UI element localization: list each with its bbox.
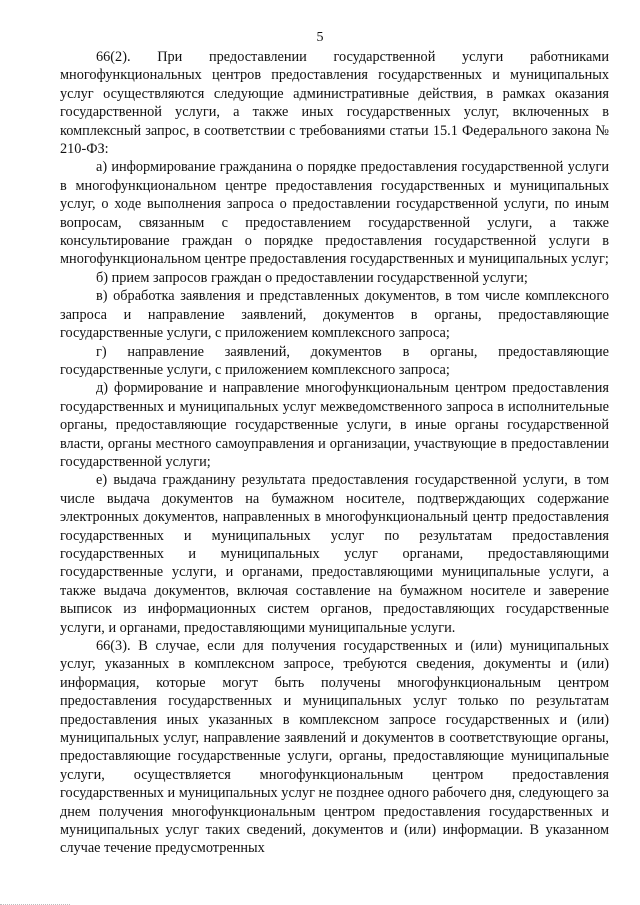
list-item-b: б) прием запросов граждан о предоставлении государственной услуги;	[96, 269, 528, 286]
list-item-d: д) формирование и направление многофункциональным центром предоставления государственных и муниципальных услуг межведомственного запроса в исполнительные органы, предоставляющие государственные услуги, в иные органы государственной власти, органы местного самоуправления и организации, участвующие в предоставлении государственной услуги;	[60, 380, 609, 470]
list-item-e: е) выдача гражданину результата предоставления государственной услуги, в том числе выдача документов на бумажном носителе, подтверждающих содержание электронных документов, направленных в многофункциональный центр предоставления государственных и муниципальных услуг по результатам предоставления государственных и муниципальных услуг органами, предоставляющими государственные услуги, и органами, предоставляющими муниципальные услуги, а также выдача документов, включая составление на бумажном носителе и заверение выписок из информационных систем органов, предоставляющих государственные услуги, и органами, предоставляющими муниципальные услуги.	[60, 472, 609, 636]
scan-edge-marks	[0, 898, 70, 905]
paragraph-66-2: 66(2). При предоставлении государственной услуги работниками многофункциональных центров предоставления государственных и муниципальных услуг осуществляются следующие административные действия, в рамках оказания государственной услуги, а также иных государственных услуг, включенных в комплексный запрос, в соответствии с требованиями статьи 15.1 Федерального закона № 210-ФЗ:	[60, 49, 609, 158]
list-item-g: г) направление заявлений, документов в органы, предоставляющие государственные услуги, с приложением комплексного запроса;	[60, 343, 609, 378]
list-item-a: а) информирование гражданина о порядке предоставления государственной услуги в многофункциональном центре предоставления государственных и муниципальных услуг, о ходе выполнения запроса о предоставлении государственной услуги, по иным вопросам, связанным с предоставлением государственной услуги, а также консультирование граждан о порядке предоставления государственной услуги в многофункциональном центре предоставления государственных и муниципальных услуг;	[60, 159, 609, 268]
document-body	[60, 48, 609, 858]
page-number: 5	[316, 30, 324, 45]
list-item-v: в) обработка заявления и представленных документов, в том числе комплексного запроса и направление заявлений, документов в органы, предоставляющие государственные услуги, с приложением комплексного запроса;	[60, 288, 609, 342]
paragraph-66-3: 66(3). В случае, если для получения государственных и (или) муниципальных услуг, указанных в комплексном запросе, требуются сведения, документы и (или) информация, которые могут быть получены многофункциональным центром предоставления государственных и муниципальных услуг только по результатам предоставления иных указанных в комплексном запросе государственных и (или) муниципальных услуг, направление заявлений и документов в соответствующие органы, предоставляющие государственные услуги, органы, предоставляющие муниципальные услуги, осуществляется многофункциональным центром предоставления государственных и муниципальных услуг не позднее одного рабочего дня, следующего за днем получения многофункциональным центром предоставления государственных и муниципальных услуг таких сведений, документов и (или) информации. В указанном случае течение предусмотренных	[60, 638, 609, 857]
